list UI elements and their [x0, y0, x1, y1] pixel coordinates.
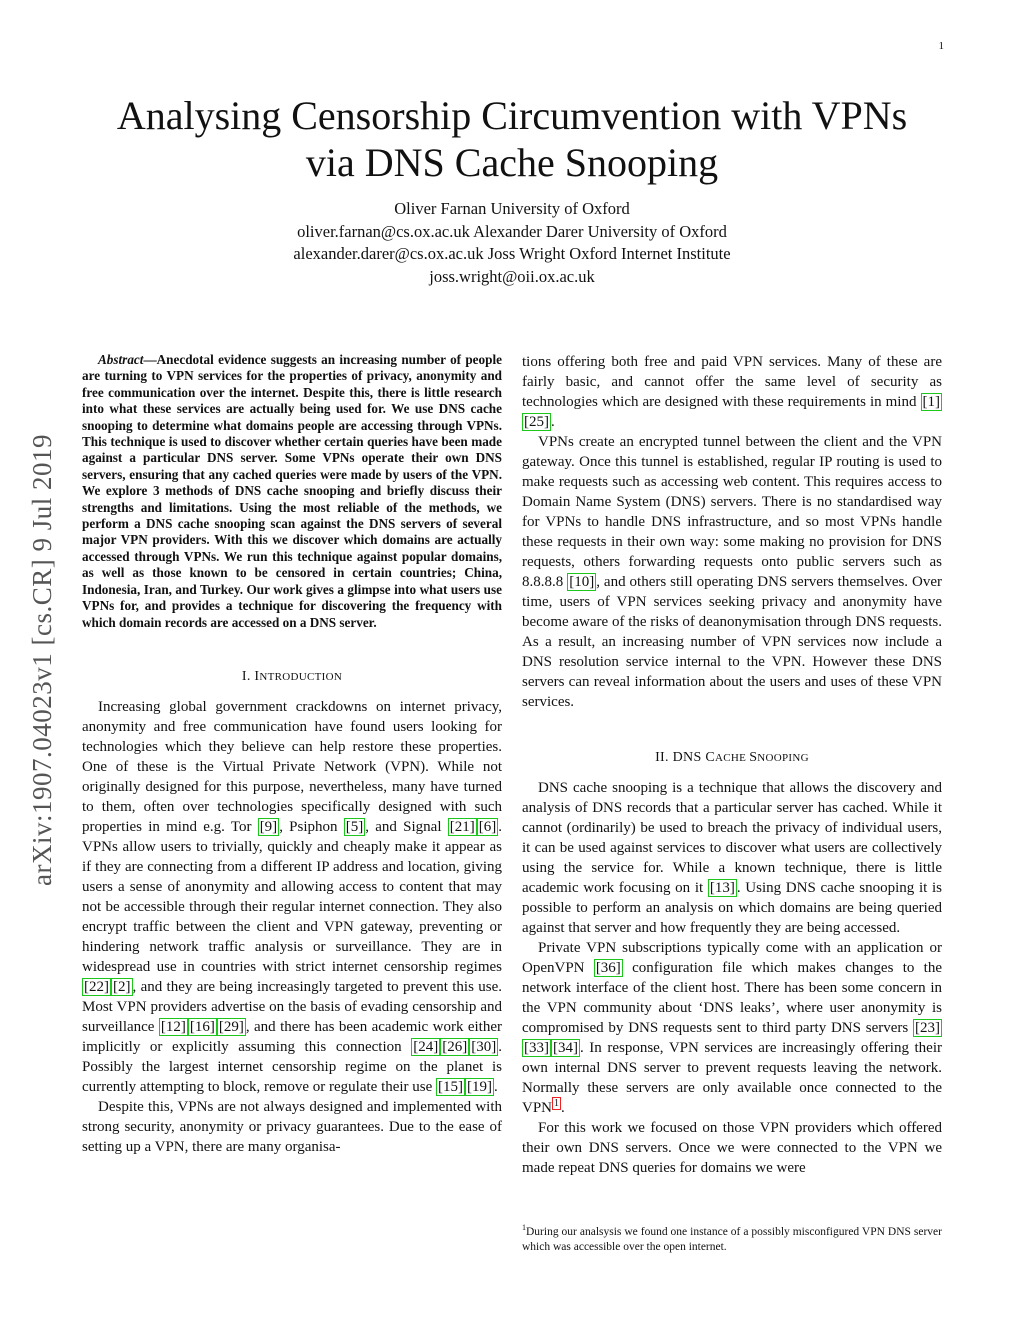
citation-link[interactable]: [33] [524, 1040, 549, 1056]
intro-paragraph-2: Despite this, VPNs are not always designed and implemented with strong security, anonymity or privacy guarantees. Due to the ease of setting up a VPN, there are many organisa- [82, 1098, 502, 1155]
citation-link[interactable]: [24] [413, 1038, 439, 1055]
intro-paragraph-3: VPNs create an encrypted tunnel between the client and the VPN gateway. Once this tunnel is established, regular IP routing is used to make requests such as accessing web content. This requires access to Domain Name System (DNS) servers. There is no standardised way for VPNs to handle DNS infrastructure, and so most VPNs handle these requests in their own way: some making no provision for DNS requests, others forwarding requests onto public servers such as 8.8.8.8 [10] , and others still operating DNS servers themselves. Over time, users of VPN services seeking privacy and anonymity have become aware of the risks of deanonymisation through DNS requests. As a result, an increasing number of VPN services now include a DNS resolution service internal to the VPN. However these DNS servers can reveal information about the users and uses of these VPN services. [522, 434, 943, 710]
page-number: 1 [938, 40, 944, 52]
citation-link[interactable]: [6] [478, 818, 497, 835]
author-line: Oliver Farnan University of Oxford [394, 199, 630, 218]
citation-link[interactable]: [1] [922, 394, 940, 410]
citation-link[interactable]: [16] [189, 1018, 215, 1035]
intro-paragraph-1: Increasing global government crackdowns on internet privacy, anonymity and free communication have found users looking for technologies which they believe can help restore these properties. One of these is the Virtual Private Network (VPN). While not originally designed for this purpose, nevertheless, many have turned to them, often over technologies specifically designed with such properties in mind e.g. Tor [9] , Psiphon [5] , and Signal [21] [6] . VPNs allow users to trivially, quickly and cheaply make it appear as if they are connecting from a different IP address and location, giving users a sense of anonymity and allowing access to content that may not be accessible through their regular internet connection. They also encrypt traffic between the client and VPN gateway, preventing or hindering network traffic analysis or surveillance. They are in widespread use in countries with strict internet censorship regimes [22] [2] , and they are being increasingly targeted to prevent this use. Most VPN providers advertise on the basis of evading censorship and surveillance [12] [16] [29] , and there has been academic work either implicitly or explicitly assuming this connection [24] [26] [30] . Possibly the largest internet censorship regime on the planet is currently attempting to block, remove or regulate their use [15] [19] . [82, 698, 502, 1095]
abstract-text: —Anecdotal evidence suggests an increasing number of people are turning to VPN services for the properties of privacy, anonymity and free communication over the internet. Despite this, there is little research into what these services are actually being used for. We use DNS cache snooping to determine what domains people are accessing through VPNs. This technique is used to discover whether certain queries have been made against a particular DNS server. Some VPNs operate their own DNS servers, ensuring that any cached queries were made by users of the VPN. We explore 3 methods of DNS cache snooping and briefly discuss their strengths and limitations. Using the most reliable of the methods, we perform a DNS cache snooping scan against the DNS servers of several major VPN providers. With this we discover which domains are actually accessed through VPNs. We run this technique against popular domains, as well as those known to be censored in certain countries; China, Indonesia, Iran, and Turkey. Our work gives a glimpse into what users use VPNs for, and provides a technique for discovering the frequency with which domain records are accessed on a DNS server. [82, 352, 502, 630]
citation-link[interactable]: [26] [442, 1038, 468, 1055]
dns-paragraph-3: For this work we focused on those VPN providers which offered their own DNS servers. Once we were connected to the VPN we made repeat DNS queries for domains we were [522, 1120, 942, 1176]
section-heading-dns-cache-snooping: II. DNS CACHE SNOOPING [655, 750, 809, 765]
citation-link[interactable]: [23] [915, 1020, 940, 1036]
citation-link[interactable]: [12] [160, 1018, 186, 1035]
arxiv-identifier-stamp: arXiv:1907.04023v1 [cs.CR] 9 Jul 2019 [27, 434, 57, 886]
citation-link[interactable]: [29] [218, 1018, 244, 1035]
footnote-link[interactable]: 1 [554, 1098, 560, 1109]
section-heading-introduction: I. INTRODUCTION [241, 668, 343, 684]
footnote [522, 1220, 942, 1255]
author-line: joss.wright@oii.ox.ac.uk [429, 266, 595, 286]
dns-paragraph-1: DNS cache snooping is a technique that allows the discovery and analysis of DNS records that a particular server has cached. While it cannot (ordinarily) be used to breach the privacy of individual users, it can be used against services to discover what users are collectively using the service for. While a known technique, there is little academic work focusing on it [13] . Using DNS cache snooping it is possible to perform an analysis on which domains are being queried against that server and how frequently they are being accessed. [522, 780, 942, 936]
abstract [82, 352, 502, 631]
title-line-1: Analysing Censorship Circumvention with VPNs [116, 93, 908, 138]
author-block [200, 198, 824, 288]
author-line: oliver.farnan@cs.ox.ac.uk Alexander Darer University of Oxford [297, 221, 727, 241]
citation-link[interactable]: [25] [524, 414, 549, 430]
citation-link[interactable]: [9] [259, 818, 278, 835]
citation-link[interactable]: [2] [113, 978, 131, 995]
citation-link[interactable]: [5] [345, 818, 364, 835]
abstract-label: Abstract [98, 352, 144, 367]
citation-link[interactable]: [19] [467, 1078, 493, 1095]
intro-paragraph-continued: tions offering both free and paid VPN services. Many of these are fairly basic, and cannot offer the same level of security as technologies which are designed with these requirements in mind [1][25] . [522, 354, 942, 430]
dns-paragraph-2: Private VPN subscriptions typically come with an application or OpenVPN [36] configuration file which makes changes to the network interface of the client host. There has been some concern in the VPN community about ‘DNS leaks’, where user anonymity is compromised by DNS requests sent to third party DNS servers [23][33] [34] . In response, VPN services are increasingly offering their own internal DNS server to prevent requests leaving the network. Normally these servers are only available once connected to the VPN $^1$ . [522, 940, 943, 1116]
footnote-text: During our analsysis we found one instance of a possibly misconfigured VPN DNS server which was accessible over the open internet. [522, 1225, 942, 1253]
footnote-number: 1 [522, 1223, 526, 1232]
citation-link[interactable]: [15] [438, 1078, 464, 1095]
citation-link[interactable]: [34] [553, 1040, 578, 1056]
citation-link[interactable]: [10] [569, 574, 595, 590]
right-column [522, 352, 942, 1178]
citation-link[interactable]: [36] [595, 960, 621, 976]
citation-link[interactable]: [13] [709, 880, 735, 896]
citation-link[interactable]: [21] [449, 818, 475, 835]
citation-link[interactable]: [22] [84, 978, 109, 995]
paper-title [60, 92, 964, 186]
author-line: alexander.darer@cs.ox.ac.uk Joss Wright Oxford Internet Institute [293, 244, 731, 263]
citation-link[interactable]: [30] [471, 1038, 497, 1055]
left-column [82, 352, 502, 1157]
title-line-2: via DNS Cache Snooping [305, 140, 719, 185]
